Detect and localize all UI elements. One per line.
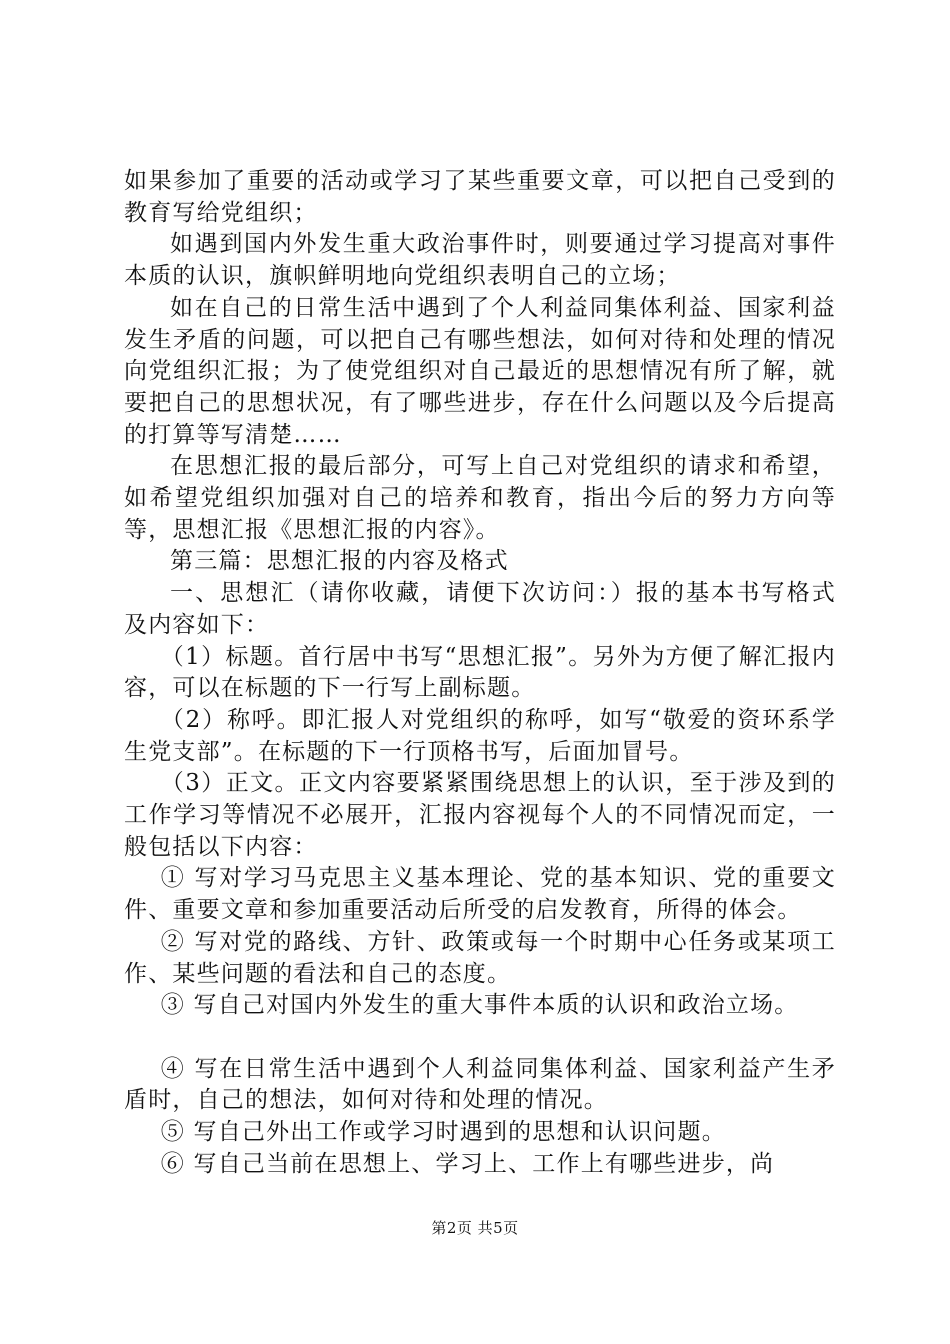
blank-line [124, 1022, 836, 1054]
list-item-3: ③ 写自己对国内外发生的重大事件本质的认识和政治立场。 [160, 992, 799, 1019]
paragraph-title-item: （1）标题。首行居中书写“思想汇报”。另外为方便了解汇报内容，可以在标题的下一行写上副标题。 [124, 643, 836, 702]
list-item-6: ⑥ 写自己当前在思想上、学习上、工作上有哪些进步，尚 [160, 1150, 775, 1177]
paragraph-salutation-item: （2）称呼。即汇报人对党组织的称呼，如写“敬爱的资环系学生党支部”。在标题的下一行顶格书写，后面加冒号。 [124, 706, 836, 765]
paragraph-5: 一、思想汇（请你收藏，请便下次访问：）报的基本书写格式及内容如下： [124, 580, 836, 638]
list-item-4: ④ 写在日常生活中遇到个人利益同集体利益、国家利益产生矛盾时，自己的想法，如何对待和处理的情况。 [124, 1055, 836, 1114]
document-body [124, 166, 836, 1180]
section-heading: 第三篇：思想汇报的内容及格式 [170, 548, 509, 575]
paragraph-1: 如果参加了重要的活动或学习了某些重要文章，可以把自己受到的教育写给党组织； [124, 168, 836, 226]
list-item-1: ① 写对学习马克思主义基本理论、党的基本知识、党的重要文件、重要文章和参加重要活动后所受的启发教育，所得的体会。 [124, 865, 836, 924]
list-item-5: ⑤ 写自己外出工作或学习时遇到的思想和认识问题。 [160, 1119, 726, 1146]
list-item-2: ② 写对党的路线、方针、政策或每一个时期中心任务或某项工作、某些问题的看法和自己的态度。 [124, 928, 836, 987]
paragraph-4: 在思想汇报的最后部分，可写上自己对党组织的请求和希望，如希望党组织加强对自己的培养和教育，指出今后的努力方向等等，思想汇报《思想汇报的内容》。 [124, 453, 836, 543]
paragraph-3: 如在自己的日常生活中遇到了个人利益同集体利益、国家利益发生矛盾的问题，可以把自己有哪些想法，如何对待和处理的情况向党组织汇报；为了使党组织对自己最近的思想情况有所了解，就要把自己的思想状况，有了哪些进步，存在什么问题以及今后提高的打算等写清楚…… [124, 294, 836, 448]
paragraph-2: 如遇到国内外发生重大政治事件时，则要通过学习提高对事件本质的认识，旗帜鲜明地向党组织表明自己的立场； [124, 231, 836, 290]
page-number-footer: 第2页 共5页 [431, 1219, 519, 1237]
paragraph-body-item: （3）正文。正文内容要紧紧围绕思想上的认识，至于涉及到的工作学习等情况不必展开，汇报内容视每个人的不同情况而定，一般包括以下内容： [124, 770, 836, 860]
